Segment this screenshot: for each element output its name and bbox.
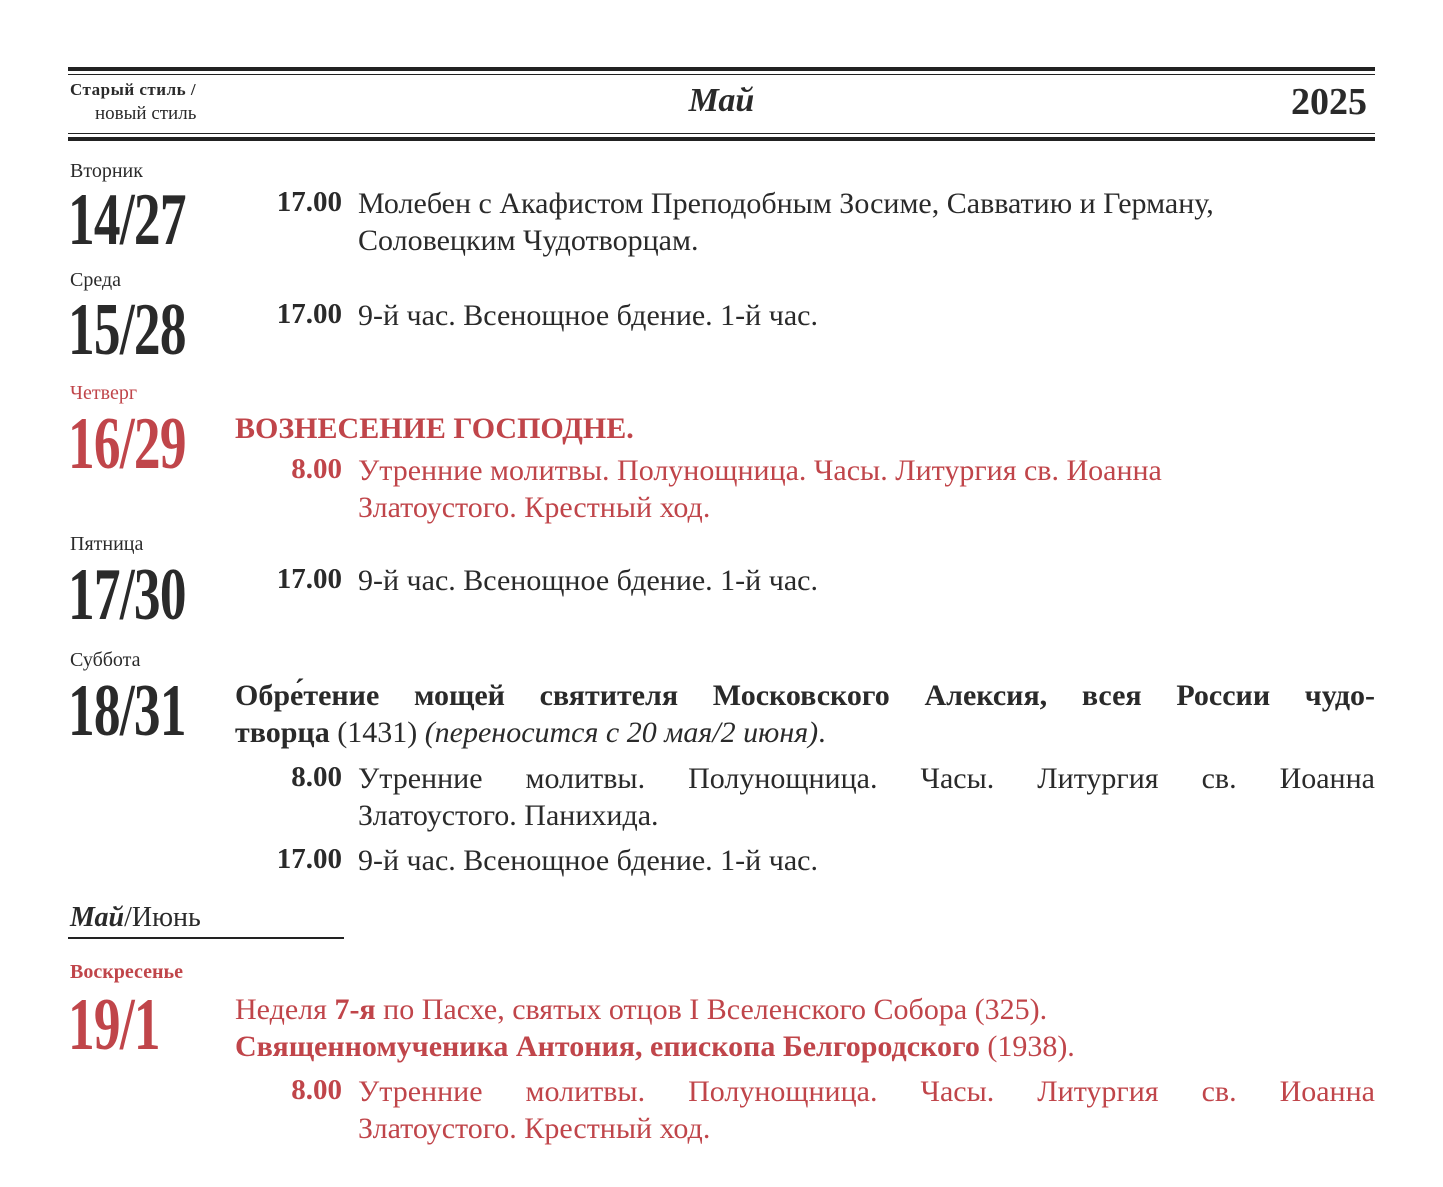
date-number: 14/27 — [68, 179, 186, 261]
feast-title: ВОЗНЕСЕНИЕ ГОСПОДНЕ. — [235, 412, 634, 445]
service-text: 9-й час. Всенощное бдение. 1-й час. — [358, 844, 818, 877]
service-text: 9-й час. Всенощное бдение. 1-й час. — [358, 564, 818, 597]
service-text: Молебен с Акафистом Преподобным Зосиме, Савватию и Герману, Соловецким Чудотворцам. — [358, 187, 1214, 257]
month-title: Май — [688, 82, 755, 119]
service-time: 8.00 — [291, 1074, 342, 1106]
weekday-label: Среда — [70, 269, 122, 291]
header-bottom-rule — [68, 137, 1375, 141]
header-top-thin-rule — [68, 74, 1375, 75]
service-text: Утренние молитвы. Полунощница. Часы. Литургия св. Иоанна Златоустого. Крестный ход. — [358, 1075, 1375, 1145]
new-style-label: новый стиль — [95, 103, 197, 124]
service-time: 17.00 — [276, 298, 342, 330]
date-number: 15/28 — [68, 289, 186, 371]
date-number: 19/1 — [68, 984, 160, 1066]
service-time: 17.00 — [276, 563, 342, 595]
service-time: 8.00 — [291, 453, 342, 485]
feast-title: Неделя 7-я по Пасхе, святых отцов I Вселенского Собора (325). Священномученика Антония, епископа Белгородского (1938). — [235, 993, 1075, 1063]
service-time: 17.00 — [276, 843, 342, 875]
weekday-label: Пятница — [70, 533, 144, 555]
service-text: Утренние молитвы. Полунощница. Часы. Литургия св. Иоанна Златоустого. Крестный ход. — [358, 454, 1162, 524]
month-change-label: Май/Июнь — [70, 902, 201, 933]
service-text: 9-й час. Всенощное бдение. 1-й час. — [358, 299, 818, 332]
feast-title: Обре́тение мощей святителя Московского Алексия, всея России чудо- творца (1431) (переносится с 20 мая/2 июня). — [235, 679, 1375, 749]
month-change-rule — [68, 937, 344, 939]
year-label: 2025 — [1291, 81, 1367, 123]
date-number: 18/31 — [68, 670, 186, 752]
service-text: Утренние молитвы. Полунощница. Часы. Литургия св. Иоанна Златоустого. Панихида. — [358, 762, 1375, 832]
weekday-label: Воскресенье — [70, 961, 183, 983]
weekday-label: Вторник — [70, 160, 143, 182]
date-number: 17/30 — [68, 554, 186, 636]
header-bottom-thin-rule — [68, 133, 1375, 134]
service-time: 8.00 — [291, 761, 342, 793]
old-style-label: Старый стиль / — [70, 80, 197, 99]
date-number: 16/29 — [68, 403, 186, 485]
service-time: 17.00 — [276, 186, 342, 218]
weekday-label: Суббота — [70, 649, 141, 671]
header-top-rule — [68, 67, 1375, 71]
weekday-label: Четверг — [70, 382, 138, 404]
